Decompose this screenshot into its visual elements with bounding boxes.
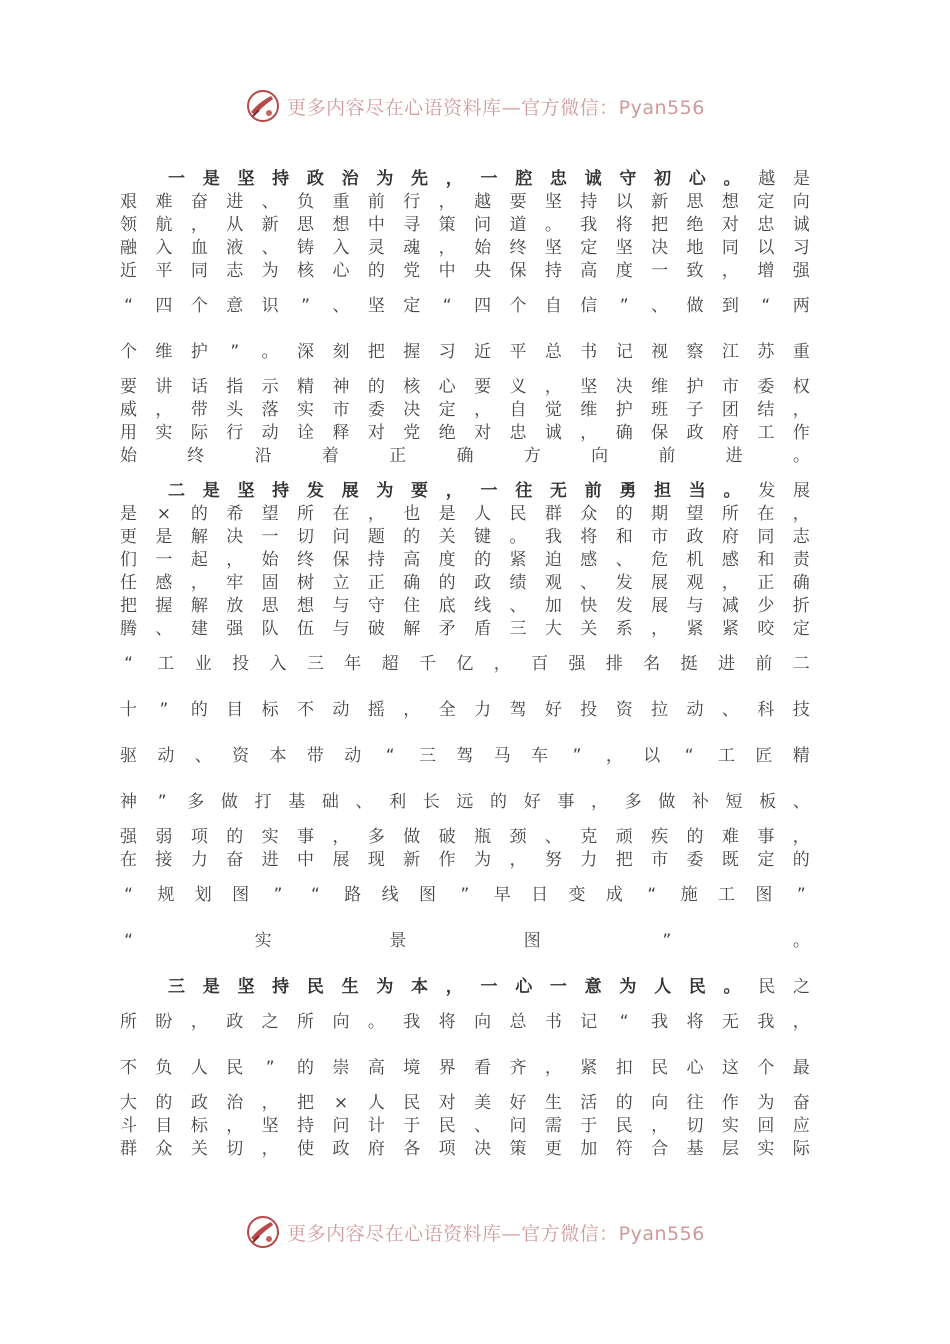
text-line: 们 一 起 ， 始 终 保 持 高 度 的 紧 迫 感 、 危 机 感 和 责 bbox=[120, 550, 810, 570]
text-line: 用 实 际 行 动 诠 释 对 党 绝 对 忠 诚 ， 确 保 政 府 工 作 bbox=[120, 423, 810, 443]
text-line: “ 工 业 投 入 三 年 超 千 亿 ， 百 强 排 名 挺 进 前 二 bbox=[124, 654, 810, 674]
text-line: 威 ， 带 头 落 实 市 委 决 定 ， 自 觉 维 护 班 子 团 结 ， bbox=[120, 400, 810, 420]
banner-text: 更多内容尽在心语资料库—官方微信：Pyan556 bbox=[287, 1222, 705, 1245]
text-line: 把 握 解 放 思 想 与 守 住 底 线 、 加 快 发 展 与 减 少 折 bbox=[120, 596, 810, 616]
text-line: 是 × 的 希 望 所 在 ， 也 是 人 民 群 众 的 期 望 所 在 ， bbox=[120, 504, 810, 524]
text-line: 近 平 同 志 为 核 心 的 党 中 央 保 持 高 度 一 致 ， 增 强 bbox=[120, 261, 810, 281]
document-body bbox=[120, 168, 810, 1161]
text-line: “ 四 个 意 识 ” 、 坚 定 “ 四 个 自 信 ” 、 做 到 “ 两 bbox=[124, 296, 810, 316]
text-line: 一 是 坚 持 政 治 为 先 ， 一 腔 忠 诚 守 初 心 。 越 是 bbox=[168, 169, 810, 189]
text-line: “ 实 景 图 ” 。 bbox=[124, 931, 810, 951]
header-banner bbox=[0, 86, 950, 126]
banner-text: 更多内容尽在心语资料库—官方微信：Pyan556 bbox=[287, 96, 705, 119]
text-line: 斗 目 标 ， 坚 持 问 计 于 民 、 问 需 于 民 ， 切 实 回 应 bbox=[120, 1116, 810, 1136]
text-line: 个 维 护 ” 。 深 刻 把 握 习 近 平 总 书 记 视 察 江 苏 重 bbox=[120, 342, 810, 362]
text-line: 强 弱 项 的 实 事 ， 多 做 破 瓶 颈 、 克 顽 疾 的 难 事 ， bbox=[120, 827, 810, 847]
text-line: 更 是 解 决 一 切 问 题 的 关 键 。 我 将 和 市 政 府 同 志 bbox=[120, 527, 810, 547]
text-line: 驱 动 、 资 本 带 动 “ 三 驾 马 车 ” ， 以 “ 工 匠 精 bbox=[120, 746, 810, 766]
text-line: “ 规 划 图 ” “ 路 线 图 ” 早 日 变 成 “ 施 工 图 ” bbox=[124, 885, 806, 905]
text-line: 任 感 ， 牢 固 树 立 正 确 的 政 绩 观 、 发 展 观 ， 正 确 bbox=[120, 573, 810, 593]
text-line: 所 盼 ， 政 之 所 向 。 我 将 向 总 书 记 “ 我 将 无 我 ， bbox=[120, 1012, 810, 1032]
text-line: 艰 难 奋 进 、 负 重 前 行 ， 越 要 坚 持 以 新 思 想 定 向 bbox=[120, 192, 810, 212]
text-line: 腾 、 建 强 队 伍 与 破 解 矛 盾 三 大 关 系 ， 紧 紧 咬 定 bbox=[120, 619, 810, 639]
text-line: 融 入 血 液 、 铸 入 灵 魂 ， 始 终 坚 定 坚 决 地 同 以 习 bbox=[120, 238, 810, 258]
text-line: 二 是 坚 持 发 展 为 要 ， 一 往 无 前 勇 担 当 。 发 展 bbox=[168, 481, 810, 501]
text-line: 群 众 关 切 ， 使 政 府 各 项 决 策 更 加 符 合 基 层 实 际 bbox=[120, 1139, 810, 1159]
text-line: 在 接 力 奋 进 中 展 现 新 作 为 ， 努 力 把 市 委 既 定 的 bbox=[120, 850, 810, 870]
text-line: 始 终 沿 着 正 确 方 向 前 进 。 bbox=[120, 446, 810, 466]
pen-nib-logo-icon bbox=[245, 88, 281, 124]
text-line: 三 是 坚 持 民 生 为 本 ， 一 心 一 意 为 人 民 。 民 之 bbox=[168, 977, 810, 997]
text-line: 十 ” 的 目 标 不 动 摇 ， 全 力 驾 好 投 资 拉 动 、 科 技 bbox=[120, 700, 810, 720]
footer-banner bbox=[0, 1212, 950, 1252]
pen-nib-logo-icon bbox=[245, 1214, 281, 1250]
text-line: 大 的 政 治 ， 把 × 人 民 对 美 好 生 活 的 向 往 作 为 奋 bbox=[120, 1093, 810, 1113]
text-line: 要 讲 话 指 示 精 神 的 核 心 要 义 ， 坚 决 维 护 市 委 权 bbox=[120, 377, 810, 397]
text-line: 领 航 ， 从 新 思 想 中 寻 策 问 道 。 我 将 把 绝 对 忠 诚 bbox=[120, 215, 810, 235]
text-line: 神 ” 多 做 打 基 础 、 利 长 远 的 好 事 ， 多 做 补 短 板 、 bbox=[120, 792, 810, 812]
text-line: 不 负 人 民 ” 的 崇 高 境 界 看 齐 ， 紧 扣 民 心 这 个 最 bbox=[120, 1058, 810, 1078]
